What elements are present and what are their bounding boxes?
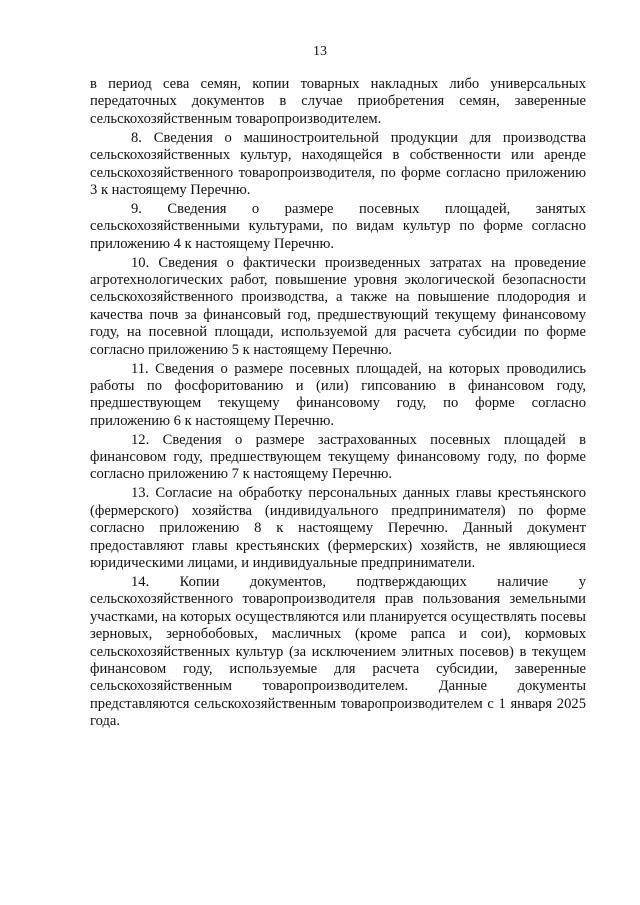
page-number: 13	[313, 44, 327, 59]
paragraph-item-12: 12. Сведения о размере застрахованных посевных площадей в финансовом году, предшествующем текущему финансовому году, по форме согласно приложению 7 к настоящему Перечню.	[90, 431, 586, 483]
paragraph-continuation: в период сева семян, копии товарных накладных либо универсальных передаточных документов в случае приобретения семян, заверенные сельскохозяйственным товаропроизводителем.	[90, 76, 586, 127]
document-body	[90, 76, 586, 732]
paragraph-item-14: 14. Копии документов, подтверждающих наличие у сельскохозяйственного товаропроизводителя прав пользования земельными участками, на которых осуществляются или планируется осуществлять посевы зерновых, зернобобовых, масличных (кроме рапса и сои), кормовых сельскохозяйственных культур (за исключением элитных посевов) в текущем финансовом году, используемые для расчета субсидии, заверенные сельскохозяйственным товаропроизводителем. Данные документы представляются сельскохозяйственным товаропроизводителем с 1 января 2025 года.	[90, 573, 586, 730]
paragraph-item-8: 8. Сведения о машиностроительной продукции для производства сельскохозяйственных культур, находящейся в собственности или аренде сельскохозяйственного товаропроизводителя, по форме согласно приложению 3 к настоящему Перечню.	[90, 129, 586, 198]
paragraph-item-11: 11. Сведения о размере посевных площадей, на которых проводились работы по фосфоритованию и (или) гипсованию в финансовом году, предшествующем текущему финансовому году, по форме согласно приложению 6 к настоящему Перечню.	[90, 360, 586, 429]
paragraph-item-10: 10. Сведения о фактически произведенных затратах на проведение агротехнологических работ, повышение уровня экологической безопасности сельскохозяйственного производства, а также на повышение плодородия и качества почв за финансовый год, предшествующий текущему финансовому году, на посевной площади, используемой для расчета субсидии по форме согласно приложению 5 к настоящему Перечню.	[90, 254, 586, 358]
paragraph-item-13: 13. Согласие на обработку персональных данных главы крестьянского (фермерского) хозяйства (индивидуального предпринимателя) по форме согласно приложению 8 к настоящему Перечню. Данный документ предоставляют главы крестьянских (фермерских) хозяйств, не являющиеся юридическими лицами, и индивидуальные предприниматели.	[90, 485, 586, 571]
paragraph-item-9: 9. Сведения о размере посевных площадей, занятых сельскохозяйственными культурами, по видам культур по форме согласно приложению 4 к настоящему Перечню.	[90, 200, 586, 252]
